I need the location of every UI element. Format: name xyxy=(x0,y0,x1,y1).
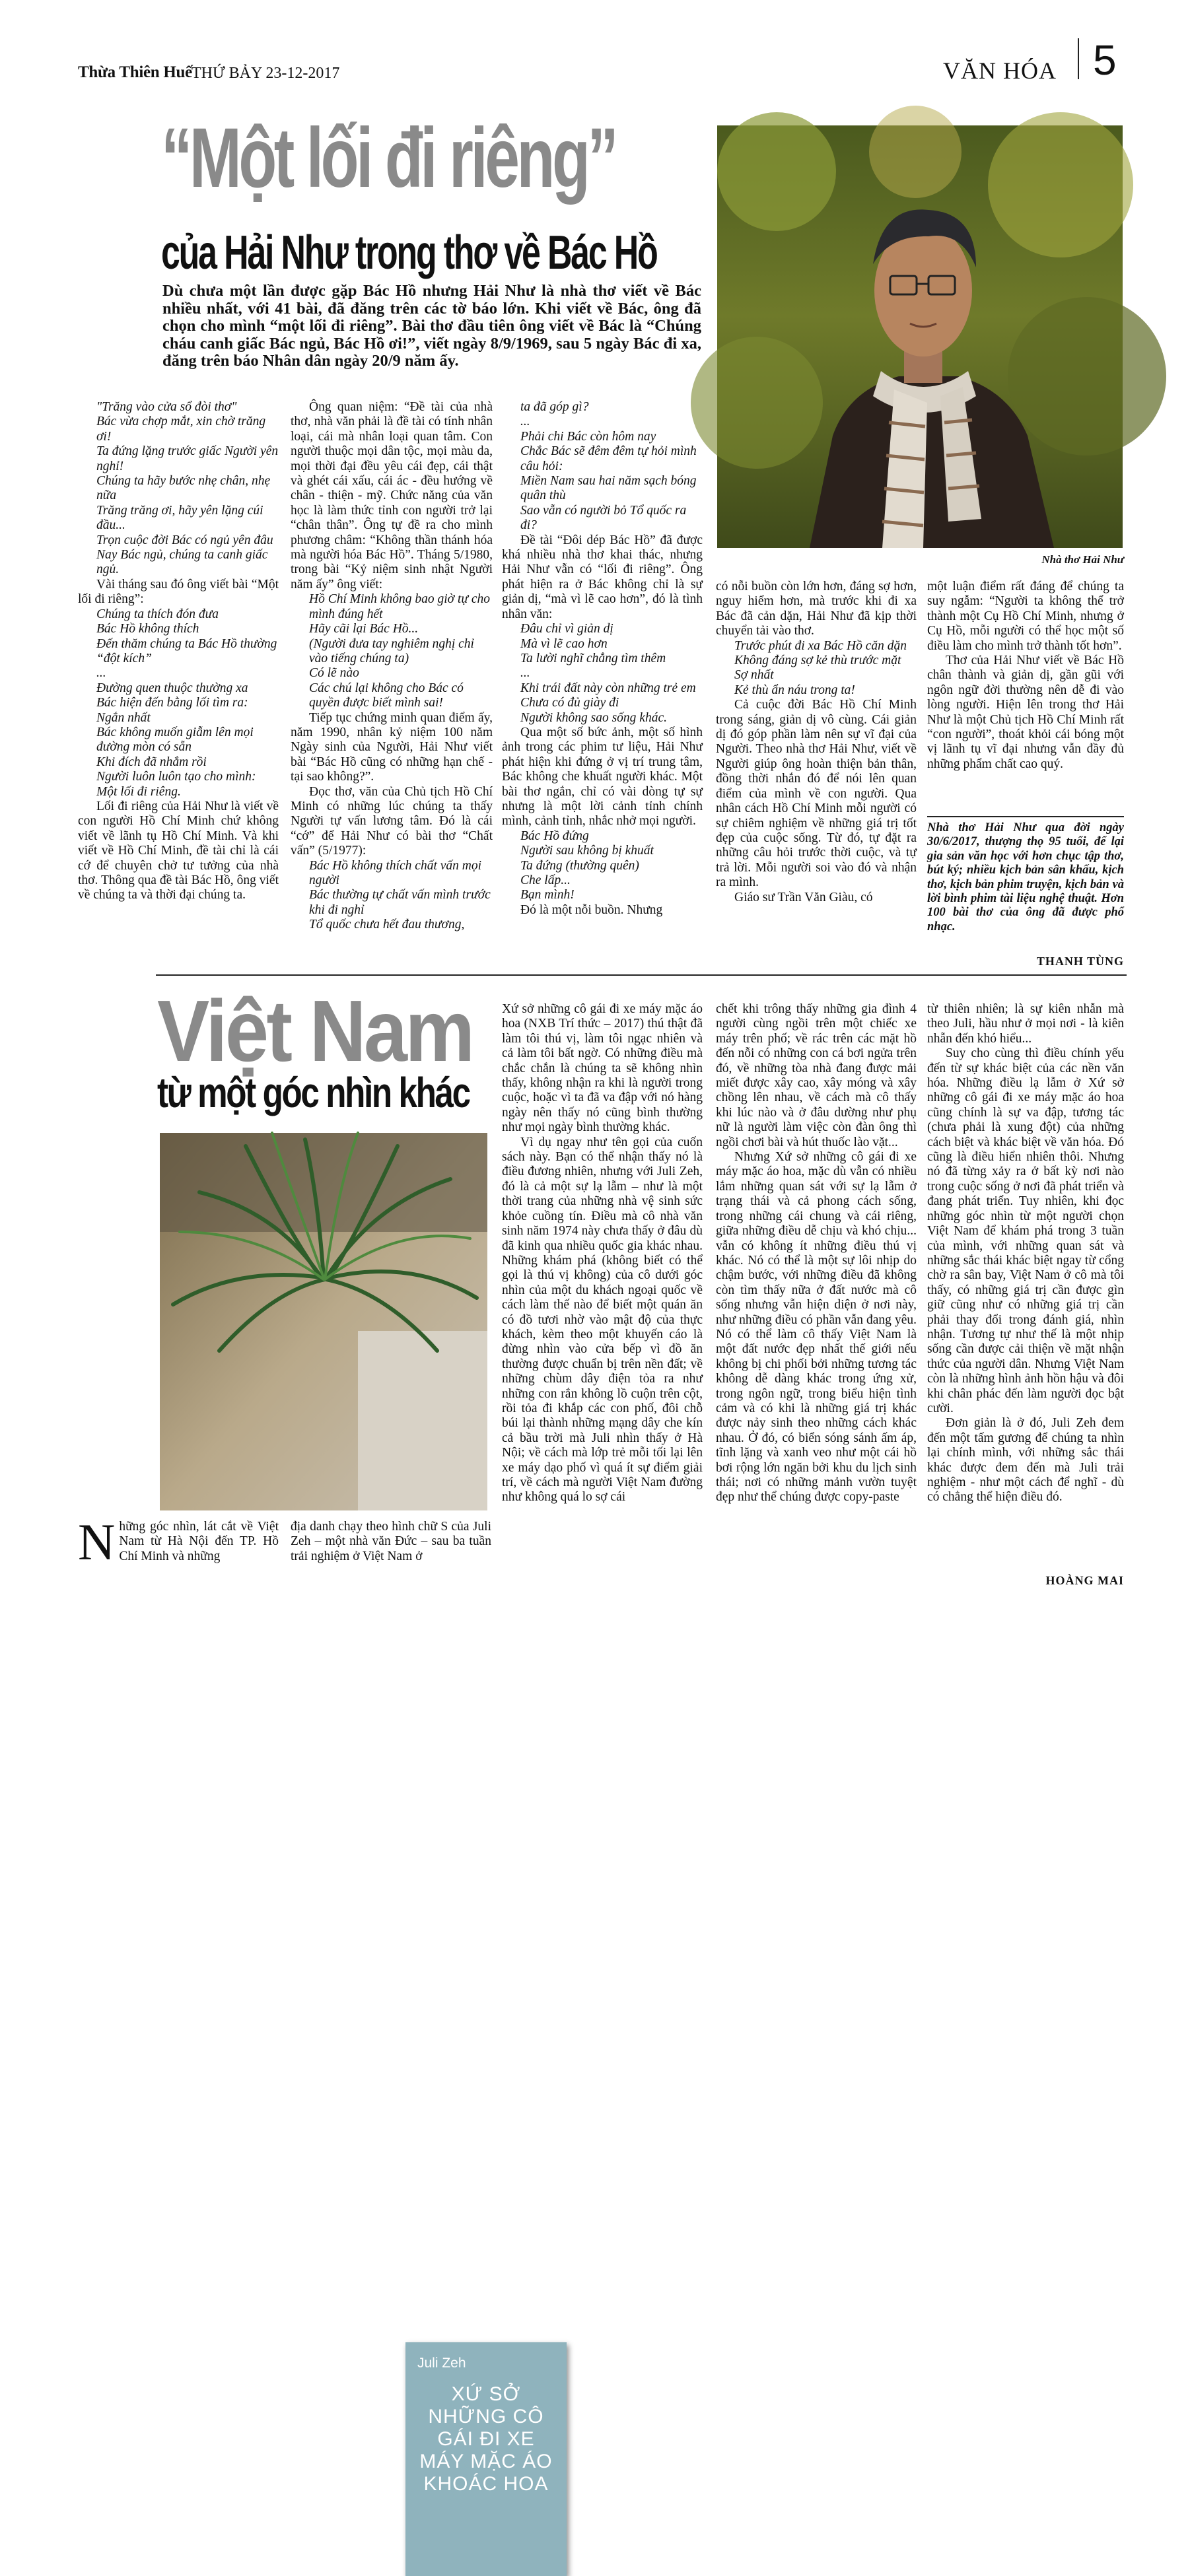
paragraph: Vì dụ ngay như tên gọi của cuốn sách này. Bạn có thể nhận thấy nó là điều đương nhiên, nhưng với Juli Zeh, đó là cả một sự lạ lẫm – như là một thời trang của những nhà vệ sinh sức khỏe cuồng tín. Điều mà cô nhà văn sinh năm 1974 này chưa thấy ở đâu dù đã kinh qua nhiều quốc gia khác nhau. Những khám phá (không biết có thể gọi là thú vị không) của cô dưới góc nhìn của một du khách ngoại quốc về cách làm thế nào để biết một quán ăn có đồ tươi nhờ vào mật độ của thực khách, kèm theo một khuyến cáo là đừng nhìn vào cửa bếp vì đồ ăn thường được chuẩn bị trên nền đất; về những chùm dây điện tỏa ra như những con rắn không lồ cuộn trên cột, rồi tỏa đi khắp các con phố, đôi chỗ búi lại thành những mạng dây che kín cả bầu trời mà Juli nhìn thấy ở Hà Nội; về cách mà lớp trẻ mỗi tối lại lên xe máy dạo phố vì quá ít sự điểm giải trí, về cách mà người Việt Nam đường như không quá lo sợ cái xyxy=(502,1135,703,1505)
verse-line: Khi trái đất này còn những trẻ em xyxy=(520,681,696,695)
article2-column-1-text: hững góc nhìn, lát cắt về Việt Nam từ Hà Nội đến TP. Hồ Chí Minh và những xyxy=(119,1520,279,1563)
paragraph: có nỗi buồn còn lớn hơn, đáng sợ hơn, nguy hiểm hơn, mà trước khi đi xa Bác đã cản dặn, Hải Như đã kịp thời chuyển tải vào thơ. xyxy=(716,580,917,638)
verse-line: Một lối đi riêng. xyxy=(96,784,181,799)
verse-line: Tổ quốc chưa hết đau thương, xyxy=(309,918,465,932)
verse-line: Che lấp... xyxy=(520,873,571,887)
verse-line: Ta lười nghĩ chẳng tìm thêm xyxy=(520,651,666,665)
verse-line: Mà vì lẽ cao hơn xyxy=(520,636,608,651)
article1-column-3 xyxy=(502,400,703,918)
paragraph: Nhưng Xứ sở những cô gái đi xe máy mặc áo hoa, mặc dù vẫn có nhiều lắm những quan sát với sự lạ lẫm ở trạng thái và cả phong cách sống, trong những cái chung và cái riêng, giữa những điều dễ chịu và khó chịu... vẫn có không ít những điều thú vị khác. Nó có thể là một sự lôi nhịp do chậm bước, với những điều đã không còn tìm thấy nữa ở đất nước mà cô sống nhưng vẫn hiện diện ở nơi này, như những điều có phần vẫn đang yêu. Nó có thể làm cô thấy Việt Nam là một đất nước đẹp nhất thế giới nếu không bị chi phối bởi những tương tác không dễ dàng khác trong ứng xử, trong ngôn ngữ, trong biểu hiện tình cảm và có khi là những giá trị khác được nảy sinh theo những cách khác nhau. Ở đó, có biển sóng sánh ấm áp, tĩnh lặng và xanh veo như một cái hồ bơi rộng lớn ngăn bởi khu du lịch sinh thái; nơi có những mảnh vườn tuyệt đẹp như thể chúng được copy-paste xyxy=(716,1150,917,1505)
verse-line: Hồ Chí Minh không bao giờ tự cho mình đúng hết xyxy=(309,592,490,621)
article1-title: “Một lối đi riêng” xyxy=(161,111,616,205)
paragraph: Qua một số bức ảnh, một số hình ảnh trong các phim tư liệu, Hải Như phát hiện khi đứng ở vị trí trung tâm, Bác không che khuất người khác. Một bài thơ ngắn, chỉ có vài dòng tự sự nhưng là một lời cảnh tỉnh chính mình, cảnh tỉnh, nhắc nhở mọi người. xyxy=(502,725,703,829)
paragraph: Cả cuộc đời Bác Hồ Chí Minh trong sáng, giản dị vô cùng. Cái giản dị đó góp phần làm nên sự vĩ đại của Người. Theo nhà thơ Hải Như, viết về Người giúp ông hoàn thiện bản thân, đồng thời nhắn đó để nói lên quan điểm của mình về con người. Qua nhân cách Hồ Chí Minh mỗi người có sự chiêm nghiệm về những giá trị tốt đẹp của cuộc sống. Từ đó, tự đặt ra những câu hỏi trước thời cuộc, và tự trả lời. Mỗi người soi vào đó và nhận ra mình. xyxy=(716,698,917,890)
verse-line: "Trăng vào cửa sổ đòi thơ" xyxy=(96,400,237,414)
book-photo-background xyxy=(160,1133,487,1510)
article1-subtitle: của Hải Như trong thơ về Bác Hồ xyxy=(161,226,657,279)
paragraph: chết khi trông thấy những gia đình 4 người cùng ngồi trên một chiếc xe máy trên phố; về rác trên các mặt hồ đến nỗi có những con cá bơi ngửa trên đó, về những tòa nhà đang được mải miết được xây cao, xây móng và xây chồng lên nhau, về cách mà cô thấy khi lúc nào và ở đâu dường như phụ nữ là người làm việc còn đàn ông thì ngồi chơi bài và hút thuốc lào vặt... xyxy=(716,1002,917,1149)
book-cover-author: Juli Zeh xyxy=(417,2356,466,2371)
verse-line: Bác Hồ đứng xyxy=(520,829,589,843)
article-divider xyxy=(156,974,1127,976)
paragraph: Đơn giản là ở đó, Juli Zeh đem đến một tấm gương để chúng ta nhìn lại chính mình, với những sắc thái khác được đem đến mà Juli trải nghiệm - như một cách để nghĩ - dù có chẳng thể hiện điều đó. xyxy=(927,1416,1124,1505)
verse-line: (Người đưa tay nghiêm nghị chỉ vào tiếng chúng ta) xyxy=(309,636,474,665)
poet-photo xyxy=(717,125,1123,548)
verse-line: Ta đứng (thường quên) xyxy=(520,858,639,873)
verse-line: Bác Hồ không thích chất vấn mọi người xyxy=(309,858,482,887)
verse-line: Chúng ta thích đón đưa xyxy=(96,607,219,621)
paragraph: Xứ sở những cô gái đi xe máy mặc áo hoa (NXB Trí thức – 2017) thú thật đã làm tôi thú vị, làm tôi ngạc nhiên và cả làm tôi bất ngờ. Có những điều mà chắc chắn là chúng ta sẽ không nhìn thấy, không nhận ra khi là người trong cuộc, hoặc vì ta đã va đập với nó hàng ngày nên thấy nó cũng bình thường như mọi ngày bình thường khác. xyxy=(502,1002,703,1135)
article1-column-2 xyxy=(291,400,493,933)
article2-column-1 xyxy=(78,1513,279,1571)
verse-line: Sợ nhất xyxy=(734,668,774,683)
verse-line: Phải chi Bác còn hôm nay xyxy=(520,429,656,444)
verse-line: Người sau không bị khuất xyxy=(520,844,654,858)
masthead: Thừa Thiên Huế xyxy=(78,63,192,81)
paragraph: Lối đi riêng của Hải Như là viết về con người Hồ Chí Minh chứ không viết về lãnh tụ Hồ Chí Minh. Và khi viết về Hồ Chí Minh, đề tài chỉ là cái cớ để chuyên chở tư tưởng của nhà thơ. Thông qua đề tài Bác Hồ, ông viết về chúng ta và thời đại chúng ta. xyxy=(78,799,279,902)
article1-column-4 xyxy=(716,580,917,905)
verse-line: Trước phút đi xa Bác Hồ căn dặn xyxy=(734,638,907,653)
verse-line: Người không sao sống khác. xyxy=(520,710,667,725)
verse-line: Ngắn nhất xyxy=(96,710,151,725)
verse-line: Bác vừa chợp mắt, xin chờ trăng ơi! xyxy=(96,415,266,444)
book-cover-title: XỨ SỞ NHỮNG CÔ GÁI ĐI XE MÁY MẶC ÁO KHOÁC HOA xyxy=(419,2383,553,2495)
verse-line: ... xyxy=(520,666,530,681)
verse-line: Chắc Bác sẽ đêm đêm tự hỏi mình câu hỏi: xyxy=(520,444,697,473)
article2-byline: HOÀNG MAI xyxy=(1045,1574,1124,1587)
header-divider xyxy=(1078,38,1079,79)
verse-line: Bác hiện đến bằng lối tìm ra: xyxy=(96,696,248,710)
paragraph: Suy cho cùng thì điều chính yếu đến từ sự khác biệt của các nền văn hóa. Những điều lạ lẫm ở Xứ sở những cô gái đi xe máy mặc áo hoa cũng chính là sự va đập, tương tác (chưa phải là xung đột) của những cách biệt và khác biệt về văn hóa. Đó cũng là điều hiển nhiên thôi. Nhưng nó đã từng xảy ra ở bất kỳ nơi nào trong cuộc sống ở nơi đã phát triển và đang phát triển. Tuy nhiên, khi đọc những góc nhìn từ một người chọn Việt Nam để khám phá trong 3 tuần của mình, với những quan sát và những sắc thái khác biệt ngay từ cổng chờ ra sân bay, Việt Nam ở cô mà tôi thấy, có những giá trị cần được gìn giữ cũng như có những giá trị cần phải thay đổi trong đánh giá, nhìn nhận. Tương tự như thế là một nhịp sống cần được cải thiện về mặt nhận thức của người dân. Nhưng Việt Nam còn là những hình ảnh hồn hậu và đôi khi chân phác đến làm người đọc bật cười. xyxy=(927,1046,1124,1415)
page-number: 5 xyxy=(1093,36,1117,84)
verse-line: Bác thường tự chất vấn mình trước khi đi nghỉ xyxy=(309,888,491,917)
verse-line: Không đáng sợ kẻ thù trước mặt xyxy=(734,654,901,668)
paragraph: Ông quan niệm: “Đề tài của nhà thơ, nhà văn phải là đề tài có tính nhân loại, cái mà nhân loại quan tâm. Con người thuộc mọi dân tộc, mọi màu da, mọi thời đại đều yêu cái đẹp, cái thật và ghét cái xấu, cái ác - đều hướng về chân - thiện - mỹ. Chức năng của văn học là làm thức tỉnh con người trở lại “chân thân”. Ông tự đề ra cho mình phương châm: “Không thần thánh hóa mà người hóa Bác Hồ”. Tháng 5/1980, trong bài “Kỷ niệm sinh nhật Người năm ấy” ông viết: xyxy=(291,400,493,592)
verse-line: Đâu chỉ vì giản dị xyxy=(520,622,613,636)
paragraph: Đọc thơ, văn của Chủ tịch Hồ Chí Minh có những lúc chúng ta thấy Người tự vấn lương tâm. Đó là cái “cớ” để Hải Như có bài thơ “Chất vấn” (5/1977): xyxy=(291,784,493,858)
verse-line: Bác không muốn giẫm lên mọi đường mòn có sẵn xyxy=(96,725,254,755)
verse-line: Hãy cãi lại Bác Hồ... xyxy=(309,622,419,636)
verse-line: Sao vẫn có người bỏ Tổ quốc ra đi? xyxy=(520,503,687,533)
article1-byline: THANH TÙNG xyxy=(1036,955,1124,968)
paragraph: Giáo sư Trần Văn Giàu, có xyxy=(734,890,873,904)
issue-date: THỨ BẢY 23-12-2017 xyxy=(192,65,340,82)
verse-line: Người luôn luôn tạo cho mình: xyxy=(96,770,256,784)
verse-line: Chưa có đủ giày đi xyxy=(520,696,619,710)
verse-line: Đường quen thuộc thường xa xyxy=(96,681,248,695)
paragraph: từ thiên nhiên; là sự kiên nhẫn mà theo Juli, hầu như ở mọi nơi - là kiên nhẫn đến khó hiểu... xyxy=(927,1002,1124,1046)
photo-caption: Nhà thơ Hải Như xyxy=(1041,553,1124,566)
paragraph: Đó là một nỗi buồn. Nhưng xyxy=(520,902,663,917)
verse-line: ... xyxy=(96,666,106,681)
verse-line: Trọn cuộc đời Bác có ngủ yên đâu xyxy=(96,533,273,547)
verse-line: Bạn mình! xyxy=(520,888,575,902)
article1-column-5 xyxy=(927,580,1124,772)
verse-line: Kẻ thù ẩn náu trong ta! xyxy=(734,683,855,697)
paragraph: Tiếp tục chứng minh quan điểm ấy, năm 1990, nhân kỷ niệm 100 năm Ngày sinh của Người, Hải Như viết bài “Bác Hồ cũng có những hạn chế - tại sao không?”. xyxy=(291,710,493,784)
verse-line: Các chú lại không cho Bác có quyền được biết mình sai! xyxy=(309,681,464,710)
section-name: VĂN HÓA xyxy=(943,57,1057,84)
verse-line: ta đã góp gì? xyxy=(520,400,589,414)
article2-title: Việt Nam xyxy=(157,982,473,1079)
verse-line: Ta đứng lặng trước giấc Người yên nghỉ! xyxy=(96,444,279,473)
poet-portrait-image xyxy=(717,125,1123,548)
article1-note: Nhà thơ Hải Như qua đời ngày 30/6/2017, thượng thọ 95 tuổi, để lại gia sản văn học với hơn chục tập thơ, bút ký; nhiều kịch bản sân khấu, kịch thơ, kịch bản phim truyện, kịch bản và lời bình phim tài liệu nghệ thuật. Hơn 100 bài thơ của ông đã được phổ nhạc. xyxy=(927,816,1124,934)
verse-line: Nay Bác ngủ, chúng ta canh giấc ngủ. xyxy=(96,548,268,577)
article2-column-3 xyxy=(502,1002,703,1505)
paragraph: Đề tài “Đôi dép Bác Hồ” đã được khá nhiều nhà thơ khai thác, nhưng Hải Như vẫn có “lối đi riêng”. Ông phát hiện ra ở Bác không chỉ là sự giản dị, “mà vì lẽ cao hơn”, đó là tình nhân văn: xyxy=(502,533,703,621)
paragraph: Thơ của Hải Như viết về Bác Hồ chân thành và giản dị, gần gũi với ngôn ngữ đời thường nên dễ đi vào lòng người. Hiện lên trong thơ Hải Như là một Chủ tịch Hồ Chí Minh rất “con người”, thoát khỏi cái bóng một vị lãnh tụ vĩ đại nhưng vẫn đầy đủ những phẩm chất cao quý. xyxy=(927,654,1124,771)
book-cover xyxy=(405,2342,567,2576)
verse-line: Chúng ta hãy bước nhẹ chân, nhẹ nữa xyxy=(96,474,271,503)
verse-line: ... xyxy=(520,415,530,429)
verse-line: Trăng trăng ơi, hãy yên lặng cúi đầu... xyxy=(96,503,263,533)
verse-line: Miền Nam sau hai năm sạch bóng quân thù xyxy=(520,474,697,503)
article1-column-1 xyxy=(78,400,279,903)
article2-column-2-text: địa danh chạy theo hình chữ S của Juli Zeh – một nhà văn Đức – sau ba tuần trải nghiệm ở Việt Nam ở xyxy=(291,1520,491,1563)
paragraph: Vài tháng sau đó ông viết bài “Một lối đi riêng”: xyxy=(78,577,279,607)
paragraph: một luận điểm rất đáng để chúng ta suy ngẫm: “Người ta không thể trở thành một Cụ Hồ Chí Minh, nhưng ở Cụ Hồ, mỗi người có thể học một số điều làm cho mình trở thành tốt hơn”. xyxy=(927,580,1124,653)
article2-column-5 xyxy=(927,1002,1124,1505)
article2-column-4 xyxy=(716,1002,917,1505)
verse-line: Đến thăm chúng ta Bác Hồ thường “đột kích” xyxy=(96,636,277,665)
drop-cap: N xyxy=(78,1513,116,1571)
article1-lead: Dù chưa một lần được gặp Bác Hồ nhưng Hải Như là nhà thơ viết về Bác nhiều nhất, với 41 bài, đã đăng trên các tờ báo lớn. Khi viết về Bác, ông đã chọn cho mình “một lối đi riêng”. Bài thơ đầu tiên ông viết về Bác là “Chúng cháu canh giấc Bác ngủ, Bác Hồ ơi!”, viết ngày 8/9/1969, sau 5 ngày Bác đi xa, đăng trên báo Nhân dân ngày 20/9 năm ấy. xyxy=(162,282,701,370)
article2-subtitle: từ một góc nhìn khác xyxy=(157,1069,470,1116)
verse-line: Khi đích đã nhắm rồi xyxy=(96,755,207,769)
verse-line: Có lẽ nào xyxy=(309,666,359,681)
verse-line: Bác Hồ không thích xyxy=(96,622,199,636)
article2-column-2 xyxy=(291,1520,491,1564)
